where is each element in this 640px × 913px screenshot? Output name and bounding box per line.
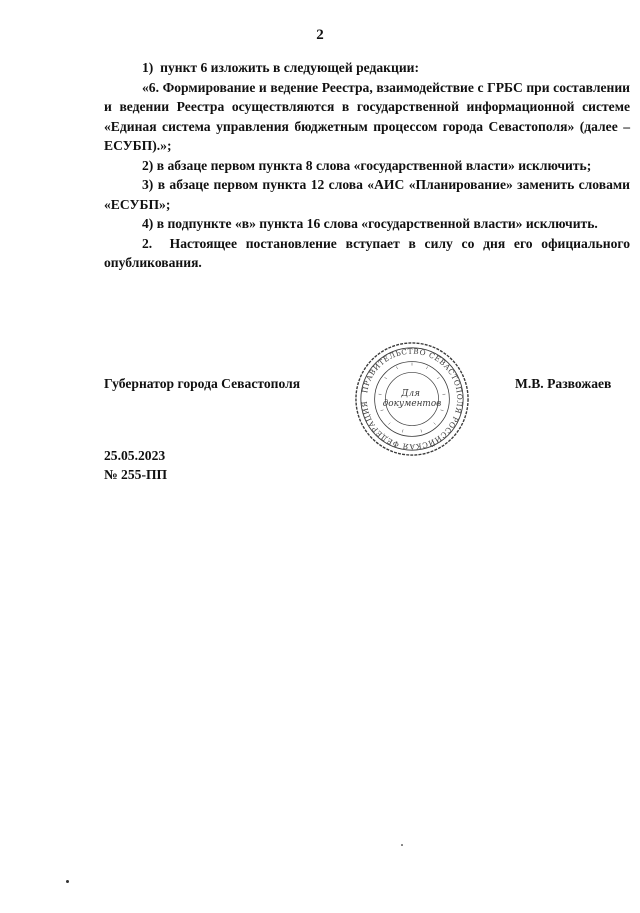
signer-title: Губернатор города Севастополя: [104, 376, 301, 391]
page-number: 2: [316, 27, 324, 43]
document-number: № 255-ПП: [104, 467, 168, 482]
seal-inner-text: Для документов: [382, 389, 442, 409]
scan-speck: [66, 880, 69, 883]
paragraph-item-1: 1) пункт 6 изложить в следующей редакции:: [142, 60, 420, 75]
paragraph-item-6-quote: «6. Формирование и ведение Реестра, взаимодействие с ГРБС при составлении и ведении Реестра осуществляются в государственной информационной системе «Единая система управления бюджетным процессом города Севастополя» (далее – ЕСУБП).»;: [104, 79, 630, 153]
paragraph-item-2: 2) в абзаце первом пункта 8 слова «государственной власти» исключить;: [142, 157, 592, 173]
scan-speck: [401, 844, 403, 846]
seal-outer-text: ПРАВИТЕЛЬСТВО СЕВАСТОПОЛЯ РОССИЙСКАЯ ФЕДЕРАЦИЯ: [359, 346, 465, 452]
paragraph-effective-date: 2. Настоящее постановление вступает в силу со дня его официального опубликования.: [104, 235, 630, 270]
paragraph-item-3: 3) в абзаце первом пункта 12 слова «АИС «Планирование» заменить словами «ЕСУБП»;: [104, 177, 630, 212]
paragraph-item-4: 4) в подпункте «в» пункта 16 слова «государственной власти» исключить.: [142, 216, 598, 231]
signer-name: М.В. Развожаев: [515, 376, 612, 391]
document-date: 25.05.2023: [104, 448, 166, 463]
official-seal-icon: [353, 340, 471, 458]
document-body: [104, 58, 630, 273]
